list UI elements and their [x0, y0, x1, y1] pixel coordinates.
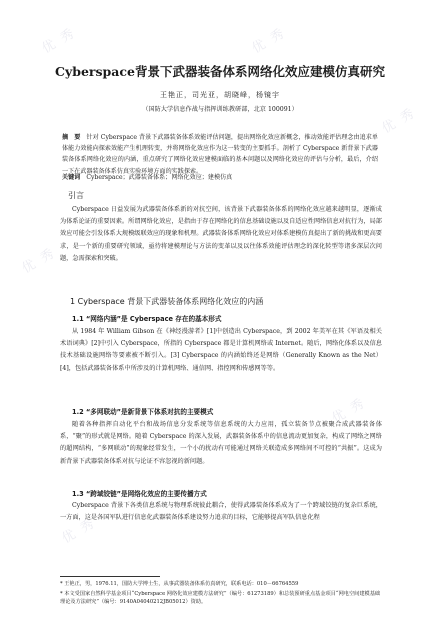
subsection-heading-1-3: 1.3 “跨域铰链”是网络化效应的主要传播方式	[72, 490, 207, 498]
abstract-label: 摘 要	[62, 134, 81, 141]
paragraph-1-3: Cyberspace 背景下各类信息系统与物理系统彼此耦合，使得武器装备体系成为了一个跨域铰链的复杂巨系统，一方面，这是各国军队进行信息化武器装备体系建设努力追求的目标，它能够提高军队信息化程	[60, 502, 382, 522]
paragraph-intro: Cyberspace 日益发展为武器装备体系新的对抗空间，该背景下武器装备体系的网络化效应越来越明显，逐渐成为体系论证的重要因素。所谓网络化效应，是指由于存在网络化的信息基础设施以及自适应性网络信息对抗行为，局部效应可能会引发体系大规模级联效应的现象和机理。武器装备体系网络化效应对体系建模仿真提出了新的挑战和更高要求，是一个新的重要研究领域，亟待将建模理论与方法的变革以及以往体系效能评估理念的深化转型等诸多深层次问题，急需探索和突破。	[60, 206, 382, 262]
abstract-text: 针对 Cyberspace 背景下武器装备体系效能评估问题，提出网络化效应新概念，推动效能评估理念由追求单体能力效能向探索效能产生机理转变，并将网络化效应作为这一转变的主要抓手。剖析了 Cyberspace 新背景下武器装备体系网络化效应的内涵，重点研究了网络化效应建模面临的基本问题以及网络化效应的评估与分析，最后，介绍一下在武器装备体系仿真实验环境方面的实践探索。	[62, 134, 379, 175]
footnote-author: * 王艳正，男，1976.11，国防大学博士生，从事武器装备体系仿真研究，联系电话：010－66764559	[60, 581, 299, 587]
watermark: 优 秀	[379, 105, 419, 137]
keywords-label: 关键词	[62, 174, 81, 181]
section-heading-1: 1 Cyberspace 背景下武器装备体系网络化效应的内涵	[70, 297, 264, 306]
footnote-rule	[60, 576, 160, 577]
footnote-funding: * 本文受国家自然科学基金项目“Cyberspace 网络化效应建模方法研究”（编号：61273189）和总装预研重点基金项目“网电空间建模基础理论及方法研究”（编号：9140A04040212JB05012）资助。	[60, 591, 381, 606]
section-heading-intro: 引言	[68, 191, 84, 200]
paper-title: Cyberspace背景下武器装备体系网络化效应建模仿真研究	[55, 64, 385, 79]
keywords-text: Cyberspace；武器装备体系；网络化效应；建模仿真	[86, 174, 233, 181]
abstract	[62, 132, 378, 177]
keywords	[62, 172, 378, 181]
watermark: 优 秀	[39, 25, 79, 57]
watermark: 优 秀	[329, 395, 369, 427]
paper-authors: 王艳正，司光亚，胡晓峰，杨镜宇	[160, 91, 280, 99]
watermark: 优 秀	[19, 245, 59, 277]
subsection-heading-1-1: 1.1 “网络内涵”是 Cyberspace 存在的基本形式	[72, 315, 222, 323]
subsection-heading-1-2: 1.2 “多网联动”是新背景下体系对抗的主要模式	[72, 408, 214, 416]
paragraph-1-1: 从 1984 年 William Gibson 在《神经漫游者》[1]中创造出 Cyberspace，到 2002 年美军在其《军语及相关术语词典》[2]中引入 Cyberspace，所指的 Cyberspace 都是计算机网络或 Internet。随后，网络化体系以及信息技术基础设施网络等要素被不断引入。[3] Cyberspace 的内涵始终还是网络（Generally Known as the Net）[4]，包括武器装备体系中所涉及的计算机网络、通信网、指控网和传感网等等。	[60, 328, 382, 372]
watermark: 优 秀	[59, 515, 99, 547]
paper-affiliation: （国防大学信息作战与指挥训练教研部，北京 100091）	[142, 106, 298, 113]
watermark: 优 秀	[249, 25, 289, 57]
paragraph-1-2: 随着各种指挥自动化平台和战场信息分发系统等信息系统的大力应用，孤立装备节点被聚合成武器装备体系，“聚”的形式就是网络。随着 Cyberspace 的深入发展，武器装备体系中的信息流动更加复杂，构成了网络之网络的超网结构，“多网联动”的现象经常发生，一个小的扰动有可能通过网络关联造成多网络间不可控的“共振”。这成为新背景下武器装备体系对抗与论证不容忽视的新问题。	[60, 421, 382, 465]
